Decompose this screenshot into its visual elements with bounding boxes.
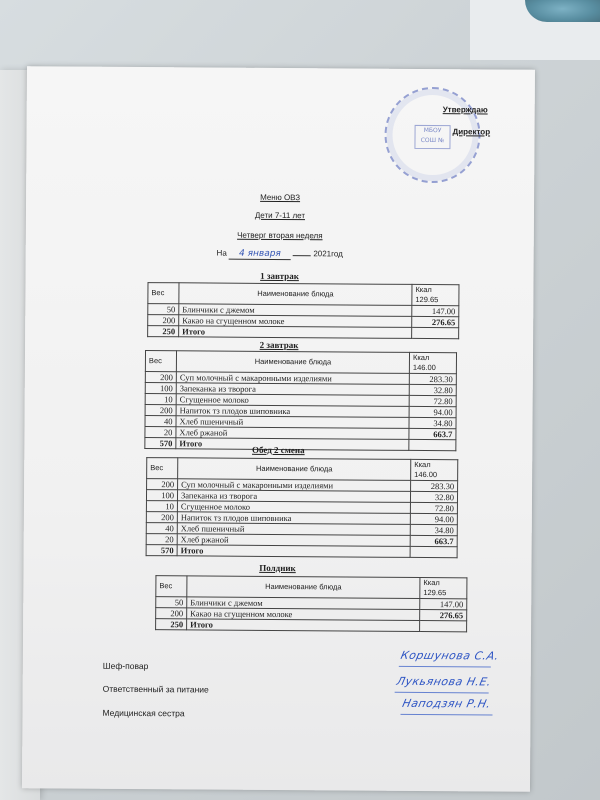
col-ves: Вес (148, 283, 179, 304)
total-ves: 570 (145, 438, 176, 449)
row-kcal: 147.00 (420, 598, 467, 609)
col-name: Наименование блюда (178, 458, 411, 481)
table-lunch (146, 457, 459, 558)
age-group: Дети 7-11 лет (254, 210, 306, 221)
row-kcal: 663.7 (410, 535, 457, 546)
table-total-row (146, 545, 457, 558)
row-name: Хлеб пшеничный (176, 416, 409, 429)
approve-label: Утверждаю (442, 105, 488, 115)
chef-signature: Коршунова С.А. (399, 648, 501, 663)
row-name: Блинчики с джемом (179, 304, 412, 317)
row-ves: 40 (145, 416, 176, 427)
section-title-breakfast-2: 2 завтрак (259, 339, 299, 351)
total-ves: 570 (146, 545, 177, 556)
row-name: Суп молочный с макаронными изделиями (176, 372, 409, 385)
col-kcal: Ккал 146.00 (411, 459, 458, 480)
row-name: Напиток тз плодов шиповника (176, 405, 409, 418)
row-name: Сгущенное молоко (177, 501, 410, 514)
row-kcal: 663.7 (409, 428, 456, 439)
section-title-snack: Полдник (259, 562, 296, 574)
table-total-row (148, 326, 459, 339)
table-header-row (147, 458, 458, 481)
row-kcal: 276.65 (420, 609, 467, 620)
row-name: Хлеб пшеничный (177, 523, 410, 536)
row-ves: 100 (145, 383, 176, 394)
background-object (525, 0, 600, 22)
col-name: Наименование блюда (176, 351, 409, 374)
date-suffix: 2021год (313, 249, 343, 259)
row-ves: 40 (146, 523, 177, 534)
row-ves: 20 (145, 427, 176, 438)
row-kcal: 147.00 (412, 305, 459, 316)
total-ves: 250 (148, 326, 179, 337)
row-kcal: 283.30 (411, 480, 458, 491)
chef-label: Шеф-повар (102, 660, 149, 672)
row-name: Запеканка из творога (176, 383, 409, 396)
row-name: Какао на сгущенном молоке (179, 315, 412, 328)
date-prefix: На (216, 248, 227, 258)
row-ves: 50 (156, 597, 187, 608)
total-ves: 250 (156, 619, 187, 630)
menu-document (22, 66, 535, 792)
total-kcal (412, 327, 459, 338)
total-label: Итого (176, 438, 409, 451)
table-header-row (156, 576, 467, 599)
row-ves: 10 (146, 501, 177, 512)
row-ves: 200 (147, 479, 178, 490)
director-label: Директор (452, 127, 491, 137)
col-kcal: Ккал 129.65 (420, 577, 467, 598)
row-name: Какао на сгущенном молоке (187, 608, 420, 621)
row-ves: 200 (146, 512, 177, 523)
table-total-row (156, 619, 467, 632)
row-name: Сгущенное молоко (176, 394, 409, 407)
row-ves: 200 (148, 315, 179, 326)
row-kcal: 72.80 (409, 395, 456, 406)
row-name: Суп молочный с макаронными изделиями (178, 479, 411, 492)
nurse-signature: Наподзян Р.Н. (401, 696, 493, 711)
row-name: Запеканка из творога (177, 490, 410, 503)
row-ves: 10 (145, 394, 176, 405)
total-kcal (420, 620, 467, 631)
date-line (26, 247, 534, 261)
stamp-text: МБОУ СОШ № (414, 125, 450, 149)
nutrition-signature: Лукьянова Н.Е. (395, 674, 493, 689)
date-blank (293, 255, 311, 256)
table-header-row (148, 283, 459, 306)
row-name: Блинчики с джемом (187, 597, 420, 610)
row-kcal: 283.30 (409, 373, 456, 384)
col-ves: Вес (147, 458, 178, 479)
table-breakfast-1 (147, 282, 459, 339)
chef-signature-line (399, 666, 491, 668)
day-label: Четверг вторая неделя (237, 230, 323, 241)
nurse-signature-line (400, 714, 492, 716)
table-snack (155, 575, 467, 632)
row-name: Хлеб ржаной (176, 427, 409, 440)
row-kcal: 72.80 (410, 502, 457, 513)
row-name: Хлеб ржаной (177, 534, 410, 547)
total-label: Итого (187, 619, 420, 632)
table-header-row (145, 351, 456, 374)
menu-title: Меню ОВЗ (260, 192, 301, 203)
handwritten-date: 4 января (229, 249, 291, 260)
total-label: Итого (177, 545, 410, 558)
nutrition-signature-line (395, 692, 489, 694)
row-ves: 20 (146, 534, 177, 545)
row-ves: 200 (145, 372, 176, 383)
row-ves: 200 (145, 405, 176, 416)
row-ves: 50 (148, 304, 179, 315)
row-kcal: 94.00 (410, 513, 457, 524)
row-kcal: 34.80 (410, 524, 457, 535)
row-ves: 200 (156, 608, 187, 619)
row-kcal: 32.80 (410, 491, 457, 502)
row-ves: 100 (146, 490, 177, 501)
nutrition-responsible-label: Ответственный за питание (102, 683, 209, 695)
row-kcal: 94.00 (409, 406, 456, 417)
section-title-lunch: Обед 2 смена (251, 444, 305, 456)
row-kcal: 276.65 (412, 316, 459, 327)
nurse-label: Медицинская сестра (102, 707, 185, 719)
row-kcal: 34.80 (409, 417, 456, 428)
total-label: Итого (179, 326, 412, 339)
col-ves: Вес (145, 351, 176, 372)
table-breakfast-2 (144, 350, 457, 451)
col-name: Наименование блюда (187, 576, 420, 599)
section-title-breakfast-1: 1 завтрак (260, 270, 299, 282)
col-name: Наименование блюда (179, 283, 412, 306)
col-kcal: Ккал 129.65 (412, 284, 459, 305)
row-kcal: 32.80 (409, 384, 456, 395)
col-kcal: Ккал 146.00 (409, 352, 456, 373)
total-kcal (410, 546, 457, 557)
row-name: Напиток тз плодов шиповника (177, 512, 410, 525)
col-ves: Вес (156, 576, 187, 597)
